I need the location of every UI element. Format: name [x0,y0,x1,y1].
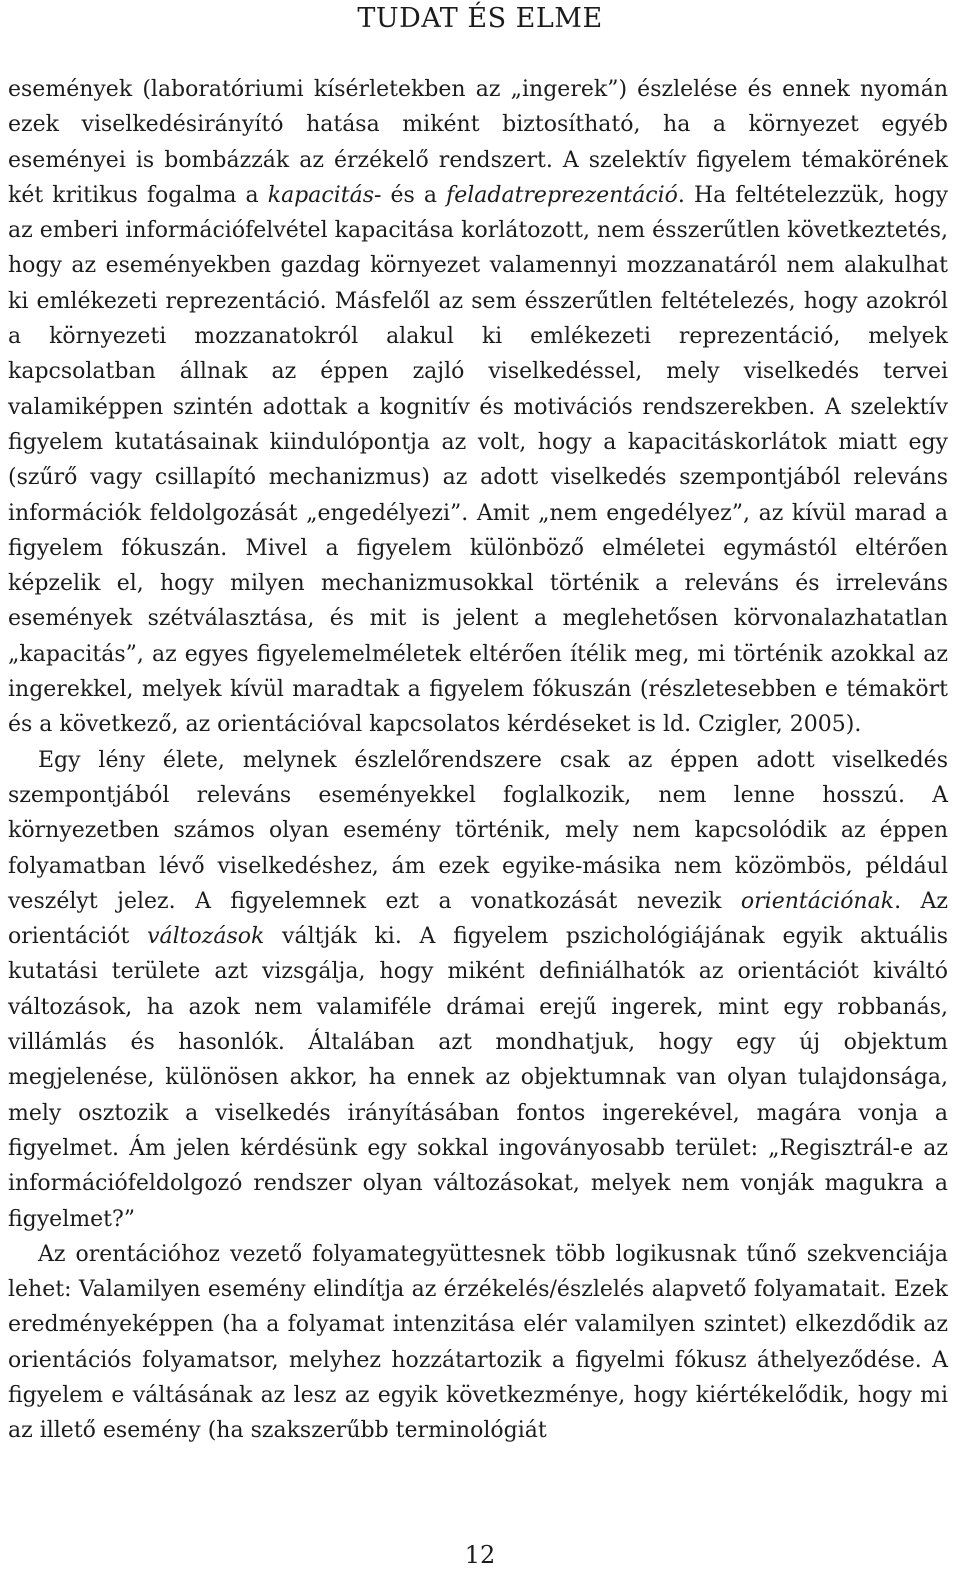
paragraph-2-text-c: váltják ki. A figyelem pszichológiájának egyik aktuális kutatási területe azt vizsgálja, hogy miként definiálhatók az orientációt kiváltó változások, ha azok nem valamiféle drámai erejű ingerek, mint egy robbanás, villámlás és hasonlók. Általában azt mondhatjuk, hogy egy új objektum megjelenése, különösen akkor, ha ennek az objektumnak van olyan tulajdonsága, mely osztozik a viselkedés irányításában fontos ingerekével, magára vonja a figyelmet. Ám jelen kérdésünk egy sokkal ingoványosabb terület: „Regisztrál-e az információfeldolgozó rendszer olyan változásokat, melyek nem vonják magukra a figyelmet?” [8,924,948,1232]
paragraph-1 [8,72,948,743]
paragraph-2 [8,743,948,1237]
paragraph-1-text-b: és a [381,182,447,208]
paragraph-1-text-c: . Ha feltételezzük, hogy az emberi információfelvétel kapacitása korlátozott, nem ésszerűtlen következtetés, hogy az eseményekben gazdag környezet valamennyi mozzanatáról nem alakulhat ki emlékezeti reprezentáció. Másfelől az sem ésszerűtlen feltételezés, hogy azokról a környezeti mozzanatokról alakul ki emlékezeti reprezentáció, melyek kapcsolatban állnak az éppen zajló viselkedéssel, mely viselkedés tervei valamiképpen szintén adottak a kognitív és motivációs rendszerekben. A szelektív figyelem kutatásainak kiindulópontja az volt, hogy a kapacitáskorlátok miatt egy (szűrő vagy csillapító mechanizmus) az adott viselkedés szempontjából releváns információk feldolgozását „engedélyezi”. Amit „nem engedélyez”, az kívül marad a figyelem fókuszán. Mivel a figyelem különböző elméletei egymástól eltérően képzelik el, hogy milyen mechanizmusokkal történik a releváns és irreleváns események szétválasztása, és mit is jelent a meglehetősen körvonalazhatatlan „kapacitás”, az egyes figyelemelméletek eltérően ítélik meg, mi történik azokkal az ingerekkel, melyek kívül maradtak a figyelem fókuszán (részletesebben e témakört és a következő, az orientációval kapcsolatos kérdéseket is ld. Czigler, 2005). [8,182,948,738]
paragraph-2-text-b: . Az orientációt [8,888,948,950]
body-text [8,72,948,1449]
paragraph-3: Az orentációhoz vezető folyamategyüttesnek több logikusnak tűnő szekvenciája lehet: Valamilyen esemény elindítja az érzékelés/észlelés alapvető folyamatait. Ezek eredményeképpen (ha a folyamat intenzitása elér valamilyen szintet) elkezdődik az orientációs folyamatsor, melyhez hozzátartozik a figyelmi fókusz áthelyeződése. A figyelem e váltásának az lesz az egyik következménye, hogy kiértékelődik, hogy mi az illető esemény (ha szakszerűbb terminológiát [8,1241,948,1444]
paragraph-1-text-a: események (laboratóriumi kísérletekben az „ingerek”) észlelése és ennek nyomán ezek viselkedésirányító hatása miként biztosítható, ha a környezet egyéb eseményei is bombázzák az érzékelő rendszert. A szelektív figyelem témakörének két kritikus fogalma a [8,77,948,208]
term-valtozasok: változások [147,924,265,950]
running-header: TUDAT ÉS ELME [357,3,603,34]
paragraph-2-text-a: Egy lény élete, melynek észlelőrendszere csak az éppen adott viselkedés szempontjából releváns eseményekkel foglalkozik, nem lenne hosszú. A környezetben számos olyan esemény történik, mely nem kapcsolódik az éppen folyamatban lévő viselkedéshez, ám ezek egyike-másika nem közömbös, például veszélyt jelez. A figyelemnek ezt a vonatkozását nevezik [8,747,948,914]
page-number: 12 [464,1541,496,1569]
term-kapacitas: kapacitás- [267,182,382,208]
term-orientacio: orientációnak [740,888,895,914]
term-feladatreprezentacio: feladatreprezentáció [446,182,678,208]
